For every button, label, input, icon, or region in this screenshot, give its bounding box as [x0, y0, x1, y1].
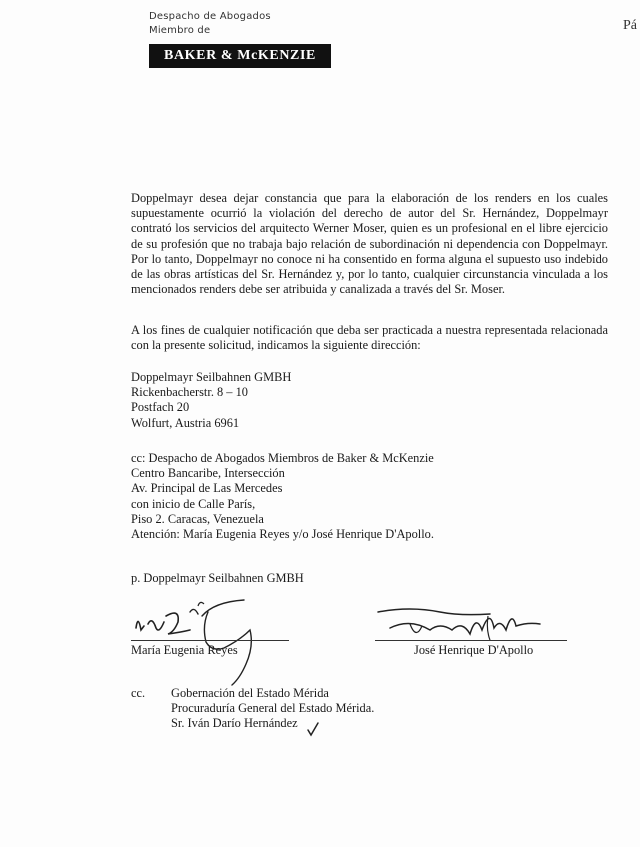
cc-line: Piso 2. Caracas, Venezuela — [131, 511, 264, 526]
cc-recipients — [171, 686, 374, 732]
address-line: Postfach 20 — [131, 400, 190, 415]
cc-recipient: Sr. Iván Darío Hernández — [171, 716, 298, 731]
cc-line: Av. Principal de Las Mercedes — [131, 481, 283, 496]
cc-recipient: Procuraduría General del Estado Mérida. — [171, 701, 375, 716]
cc-line: Centro Bancaribe, Intersección — [131, 466, 285, 481]
signer-name-reyes: María Eugenia Reyes — [131, 643, 238, 657]
address-line: Doppelmayr Seilbahnen GMBH — [131, 370, 292, 384]
cc-line: cc: Despacho de Abogados Miembros de Baker & McKenzie — [131, 451, 434, 465]
address-line: Rickenbacherstr. 8 – 10 — [131, 385, 248, 400]
cc-line: Atención: María Eugenia Reyes y/o José Henrique D'Apollo. — [131, 527, 434, 542]
address-line: Wolfurt, Austria 6961 — [131, 415, 240, 430]
signing-company-line: p. Doppelmayr Seilbahnen GMBH — [131, 571, 304, 585]
cc-recipient: Gobernación del Estado Mérida — [171, 686, 329, 700]
cc-line: con inicio de Calle París, — [131, 496, 256, 511]
cc-law-firm-block — [131, 451, 434, 542]
checkmark-icon — [306, 721, 320, 737]
page-marker: Pá — [623, 18, 637, 33]
signature-reyes — [128, 586, 278, 686]
signature-line-reyes — [131, 640, 289, 641]
cc-label: cc. — [131, 686, 146, 700]
signer-name-dapollo: José Henrique D'Apollo — [414, 643, 534, 657]
paragraph-renders: Doppelmayr desea dejar constancia que para la elaboración de los renders en los cuales supuestamente ocurrió la violación del derecho de autor del Sr. Hernández, Doppelmayr contrató los servicios del arquitecto Werner Moser, quien es un profesional en el libre ejercicio de su profesión que no trabaja bajo relación de subordinación ni dependencia con Doppelmayr. Por lo tanto, Doppelmayr no conoce ni ha consentido en forma alguna el supuesto uso indebido de las obras artísticas del Sr. Hernández y, por lo tanto, cualquier circunstancia vinculada a los mencionados renders debe ser atribuida y canalizada a través del Sr. Moser. — [131, 191, 608, 297]
signature-line-dapollo — [375, 640, 567, 641]
baker-mckenzie-logo: BAKER & McKENZIE — [149, 44, 331, 68]
paragraph-notification: A los fines de cualquier notificación que deba ser practicada a nuestra representada relacionada con la presente solicitud, indicamos la siguiente dirección: — [131, 323, 608, 353]
firm-name-line: Despacho de Abogados — [149, 11, 271, 22]
firm-member-line: Miembro de — [149, 25, 211, 36]
notification-address — [131, 370, 291, 431]
